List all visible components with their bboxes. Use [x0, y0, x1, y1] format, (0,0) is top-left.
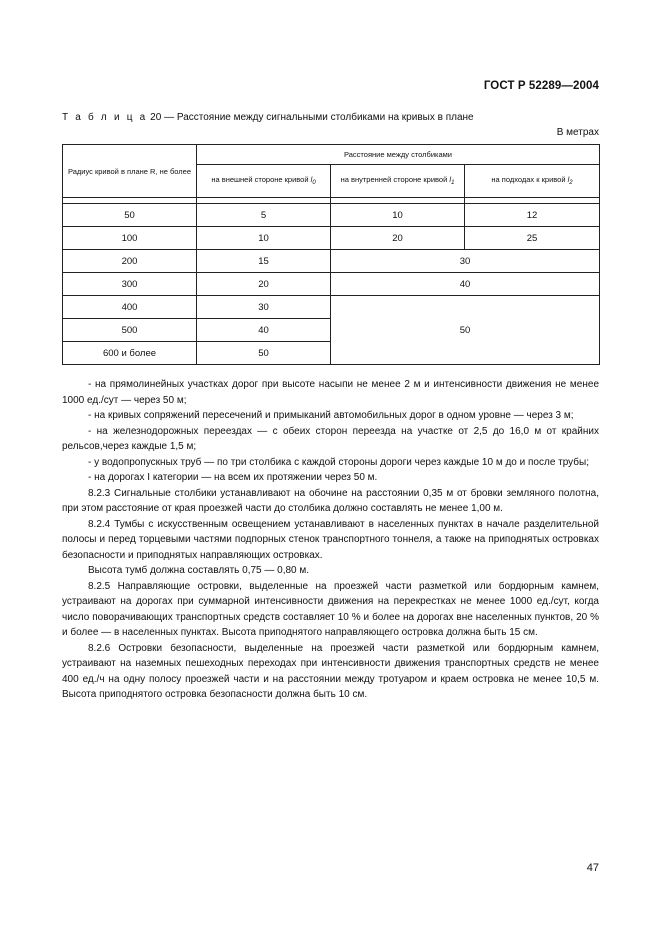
- cell-radius: 200: [63, 250, 197, 273]
- table-row: [63, 273, 600, 296]
- cell-inner: 20: [331, 227, 465, 250]
- table-row: [63, 227, 600, 250]
- paragraph: Высота тумб должна составлять 0,75 — 0,80 м.: [88, 565, 310, 576]
- cell-radius: 100: [63, 227, 197, 250]
- cell-outer: 30: [197, 296, 331, 319]
- distance-table: [62, 144, 600, 365]
- table-caption-label: Т а б л и ц а: [62, 112, 148, 123]
- cell-merged-tail: 50: [331, 296, 600, 365]
- cell-radius: 400: [63, 296, 197, 319]
- table-caption: [62, 112, 474, 123]
- column-header-outer-subscript: 0: [312, 179, 316, 186]
- paragraph: - у водопропускных труб — по три столбика с каждой стороны дороги через каждые 10 м до и после трубы;: [88, 456, 589, 468]
- cell-merged: 40: [331, 273, 600, 296]
- cell-inner: 10: [331, 204, 465, 227]
- paragraph: - на железнодорожных переездах — с обеих сторон переезда на участке от 2,5 до 16,0 м от крайних рельсов,через каждые 1,5 м;: [62, 425, 599, 452]
- column-header-approach-subscript: 2: [569, 179, 573, 186]
- paragraph: - на кривых сопряжений пересечений и примыканий автомобильных дорог в одном уровне — через 3 м;: [88, 410, 574, 421]
- paragraph: 8.2.4 Тумбы с искусственным освещением устанавливают в населенных пунктах в начале разделительной полосы и перед торцевыми частями подпорных стенок транспортного тоннеля, а также на приподнятых островках безопасности и приподнятых направляющих островках.: [62, 518, 599, 561]
- body-text: [62, 377, 599, 703]
- cell-outer: 50: [197, 342, 331, 365]
- table-row: [63, 204, 600, 227]
- column-header-inner-symbol: l: [449, 174, 452, 184]
- column-header-approach-symbol: l: [567, 174, 570, 184]
- table-row: [63, 250, 600, 273]
- column-header-approach-text: на подходах к кривой: [491, 174, 566, 184]
- table-caption-text: — Расстояние между сигнальными столбиками на кривых в плане: [164, 112, 474, 123]
- column-header-outer: [197, 165, 331, 198]
- cell-outer: 40: [197, 319, 331, 342]
- column-header-group: Расстояние между столбиками: [197, 145, 600, 165]
- cell-outer: 15: [197, 250, 331, 273]
- page-number: 47: [586, 862, 599, 874]
- cell-outer: 10: [197, 227, 331, 250]
- cell-approach: 25: [465, 227, 600, 250]
- column-header-outer-text: на внешней стороне кривой: [211, 174, 309, 184]
- cell-outer: 20: [197, 273, 331, 296]
- column-header-inner-subscript: 1: [451, 179, 455, 186]
- cell-radius: 600 и более: [63, 342, 197, 365]
- paragraph: - на дорогах I категории — на всем их протяжении через 50 м.: [88, 472, 378, 483]
- paragraph: 8.2.3 Сигнальные столбики устанавливают на обочине на расстоянии 0,35 м от бровки земляного полотна, при этом расстояние от края проезжей части до столбика должно составлять не менее 1,00 м.: [62, 487, 599, 514]
- paragraph: 8.2.5 Направляющие островки, выделенные на проезжей части разметкой или бордюрным камнем, устраивают на дорогах при суммарной интенсивности движения на перекрестках не менее 1000 ед./сут, когда число поворачивающих транспортных средств составляет 10 % и более на дорогах вне населенных пунктов, 20 % и более — в населенных пунктах. Высота приподнятого направляющего островка должна быть 15 см.: [62, 580, 599, 638]
- cell-radius: 300: [63, 273, 197, 296]
- paragraph: - на прямолинейных участках дорог при высоте насыпи не менее 2 м и интенсивности движения не менее 1000 ед./сут — через 50 м;: [62, 379, 599, 406]
- column-header-approach: [465, 165, 600, 198]
- document-code: ГОСТ Р 52289—2004: [483, 80, 599, 92]
- paragraph: 8.2.6 Островки безопасности, выделенные на проезжей части разметкой или бордюрным камнем, устраивают на наземных пешеходных переходах при интенсивности движения транспортных средств не менее 400 ед./ч на одну полосу проезжей части и на расстоянии между тротуаром и краем островка не менее 10,5 м. Высота приподнятого островка безопасности должна быть 10 см.: [62, 642, 599, 700]
- table-row: [63, 296, 600, 319]
- cell-radius: 50: [63, 204, 197, 227]
- column-header-outer-symbol: l: [310, 174, 313, 184]
- table-caption-number: 20: [150, 112, 162, 123]
- column-header-inner-text: на внутренней стороне кривой: [340, 174, 448, 184]
- table-units: В метрах: [556, 127, 599, 138]
- column-header-inner: [331, 165, 465, 198]
- cell-merged: 30: [331, 250, 600, 273]
- cell-radius: 500: [63, 319, 197, 342]
- column-header-radius: Радиус кривой в плане R, не более: [63, 145, 197, 198]
- cell-approach: 12: [465, 204, 600, 227]
- cell-outer: 5: [197, 204, 331, 227]
